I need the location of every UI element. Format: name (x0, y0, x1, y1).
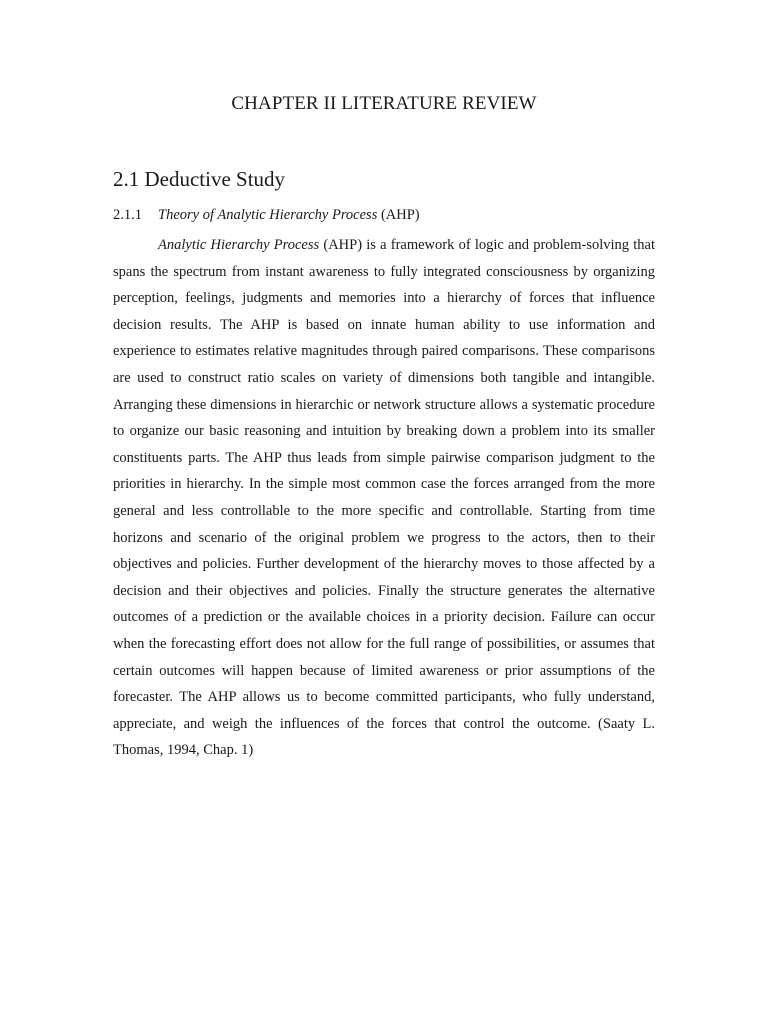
paragraph-lead: Analytic Hierarchy Process (158, 237, 320, 253)
section-heading: 2.1 Deductive Study (113, 167, 286, 191)
chapter-title: CHAPTER II LITERATURE REVIEW (231, 93, 537, 114)
body-paragraph (113, 232, 655, 764)
subsection-title: Theory of Analytic Hierarchy Process (158, 207, 378, 223)
subsection-heading (113, 207, 420, 224)
paragraph-text: (AHP) is a framework of logic and problem-solving that spans the spectrum from instant awareness to fully integrated consciousness by organizing perception, feelings, judgments and memories into a hierarchy of forces that influence decision results. The AHP is based on innate human ability to use information and experience to estimates relative magnitudes through paired comparisons. These comparisons are used to construct ratio scales on variety of dimensions both tangible and intangible. Arranging these dimensions in hierarchic or network structure allows a systematic procedure to organize our basic reasoning and intuition by breaking down a problem into its smaller constituents parts. The AHP thus leads from simple pairwise comparison judgment to the priorities in hierarchy. In the simple most common case the forces arranged from the more general and less controllable to the more specific and controllable. Starting from time horizons and scenario of the original problem we progress to the actors, then to their objectives and policies. Further development of the hierarchy moves to those affected by a decision and their objectives and policies. Finally the structure generates the alternative outcomes of a prediction or the available choices in a priority decision. Failure can occur when the forecasting effort does not allow for the full range of possibilities, or assumes that certain outcomes will happen because of limited awareness or prior assumptions of the forecaster. The AHP allows us to become committed participants, who fully understand, appreciate, and weigh the influences of the forces that control the outcome. (Saaty L. Thomas, 1994, Chap. 1) (113, 237, 655, 759)
subsection-number: 2.1.1 (113, 207, 142, 223)
subsection-title-suffix: (AHP) (377, 207, 420, 223)
